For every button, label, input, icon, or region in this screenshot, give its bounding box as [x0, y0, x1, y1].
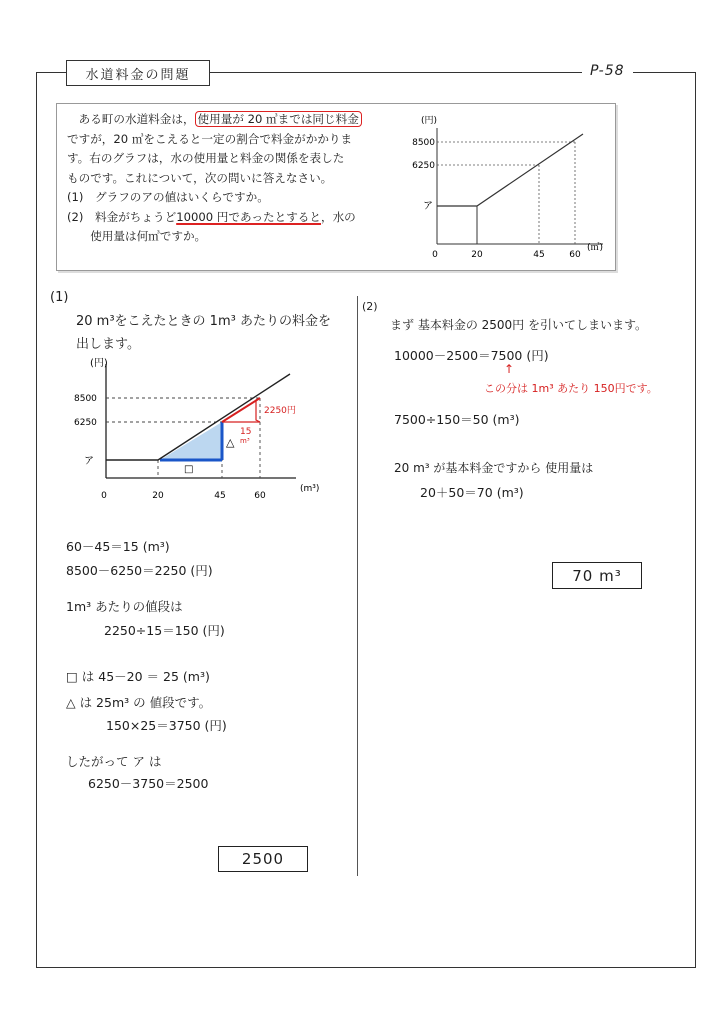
problem-line [57, 130, 393, 150]
y-unit: (円) [421, 116, 438, 126]
problem-line-text: (1) グラフのアの値はいくらですか。 [67, 190, 269, 204]
sol-y-tick-8500: 8500 [74, 394, 97, 404]
sol1-graph [60, 350, 340, 505]
shaded-triangle [160, 422, 222, 460]
problem-line [57, 208, 393, 228]
y-tick-6250: 6250 [412, 161, 435, 171]
fee-line [437, 134, 583, 206]
sol2-intro: まず 基本料金の 2500円 を引いてしまいます。 [390, 318, 648, 332]
sol1-line-6: △ は 25m³ の 値段です。 [66, 695, 212, 710]
problem-line [57, 188, 393, 208]
sol2-note: この分は 1m³ あたり 150円です。 [484, 382, 658, 395]
triangle-mark: △ [226, 436, 235, 449]
sol2-calc1: 10000－2500＝7500 (円) [394, 348, 549, 363]
y-tick-a: ア [423, 201, 433, 212]
problem-line [57, 169, 393, 189]
problem-box [56, 103, 616, 271]
sol1-line-2: 8500－6250＝2250 (円) [66, 563, 213, 578]
problem-line [57, 110, 393, 130]
page-title: 水道料金の問題 [66, 60, 210, 86]
sol2-answer-box: 70 m³ [552, 562, 642, 589]
sol2-arrow: ↑ [504, 362, 515, 376]
sol-x-tick-20: 20 [152, 491, 164, 501]
problem-graph [397, 110, 613, 262]
sol-y-unit: (円) [90, 358, 108, 369]
sol1-line-1: 60－45＝15 (m³) [66, 539, 170, 554]
sol1-line-8: したがって ア は [66, 754, 162, 769]
sol-x-tick-45: 45 [214, 491, 226, 501]
sol1-label: (1) [50, 290, 69, 305]
sol2-line4: 20＋50＝70 (m³) [420, 485, 524, 500]
sol1-intro1: 20 m³をこえたときの 1m³ あたりの料金を [76, 314, 331, 329]
x-tick-60: 60 [569, 250, 581, 260]
page-number: P-58 [582, 63, 633, 79]
ann-15-unit: m³ [240, 437, 250, 445]
sol1-line-3: 1m³ あたりの値段は [66, 599, 183, 614]
sol-x-tick-0: 0 [101, 491, 107, 501]
problem-line-text: ものです。これについて，次の問いに答えなさい。 [67, 170, 333, 185]
ann-15: 15 [240, 427, 252, 437]
sol1-line-4: 2250÷15＝150 (円) [104, 623, 225, 638]
y-tick-8500: 8500 [412, 138, 435, 148]
square-mark: □ [184, 464, 194, 475]
sol-x-tick-60: 60 [254, 491, 266, 501]
sol-y-tick-6250: 6250 [74, 418, 97, 428]
red-bracket-2250 [256, 398, 260, 422]
problem-line-text: す。右のグラフは，水の使用量と料金の関係を表した [67, 151, 345, 165]
problem-line-text: ，水の [320, 209, 356, 224]
sol2-calc2: 7500÷150＝50 (m³) [394, 412, 520, 427]
problem-line-text: 使用量は何㎥ですか。 [67, 229, 207, 243]
sol-x-unit: (m³) [300, 484, 320, 494]
problem-line-text: ある町の水道料金は， [67, 112, 195, 126]
sol1-answer-box: 2500 [218, 846, 308, 872]
sol1-intro2: 出します。 [76, 337, 140, 352]
problem-line-text: (2) 料金がちょうど [67, 209, 177, 224]
x-tick-45: 45 [533, 250, 545, 260]
sol1-line-5: □ は 45－20 ＝ 25 (m³) [66, 669, 210, 684]
sol-y-tick-a: ア [84, 456, 94, 467]
ann-2250: 2250円 [264, 406, 296, 416]
x-unit: (㎥) [587, 243, 604, 253]
problem-text [57, 110, 393, 247]
x-tick-20: 20 [471, 250, 483, 260]
x-tick-0: 0 [432, 250, 438, 260]
highlight-underline: 10000 円であったとすると [176, 209, 321, 224]
problem-line [57, 227, 393, 247]
highlight-box: 使用量が 20 ㎥までは同じ料金 [195, 111, 362, 127]
sol1-line-9: 6250－3750＝2500 [88, 776, 209, 791]
sol2-label: (2) [362, 300, 378, 313]
problem-line-text: ですが，20 ㎥をこえると一定の割合で料金がかかりま [67, 131, 353, 146]
sol1-line-7: 150×25＝3750 (円) [106, 718, 227, 733]
sol2-line3: 20 m³ が基本料金ですから 使用量は [394, 461, 594, 475]
red-segment [222, 398, 260, 422]
column-divider [357, 296, 358, 876]
problem-line [57, 149, 393, 169]
